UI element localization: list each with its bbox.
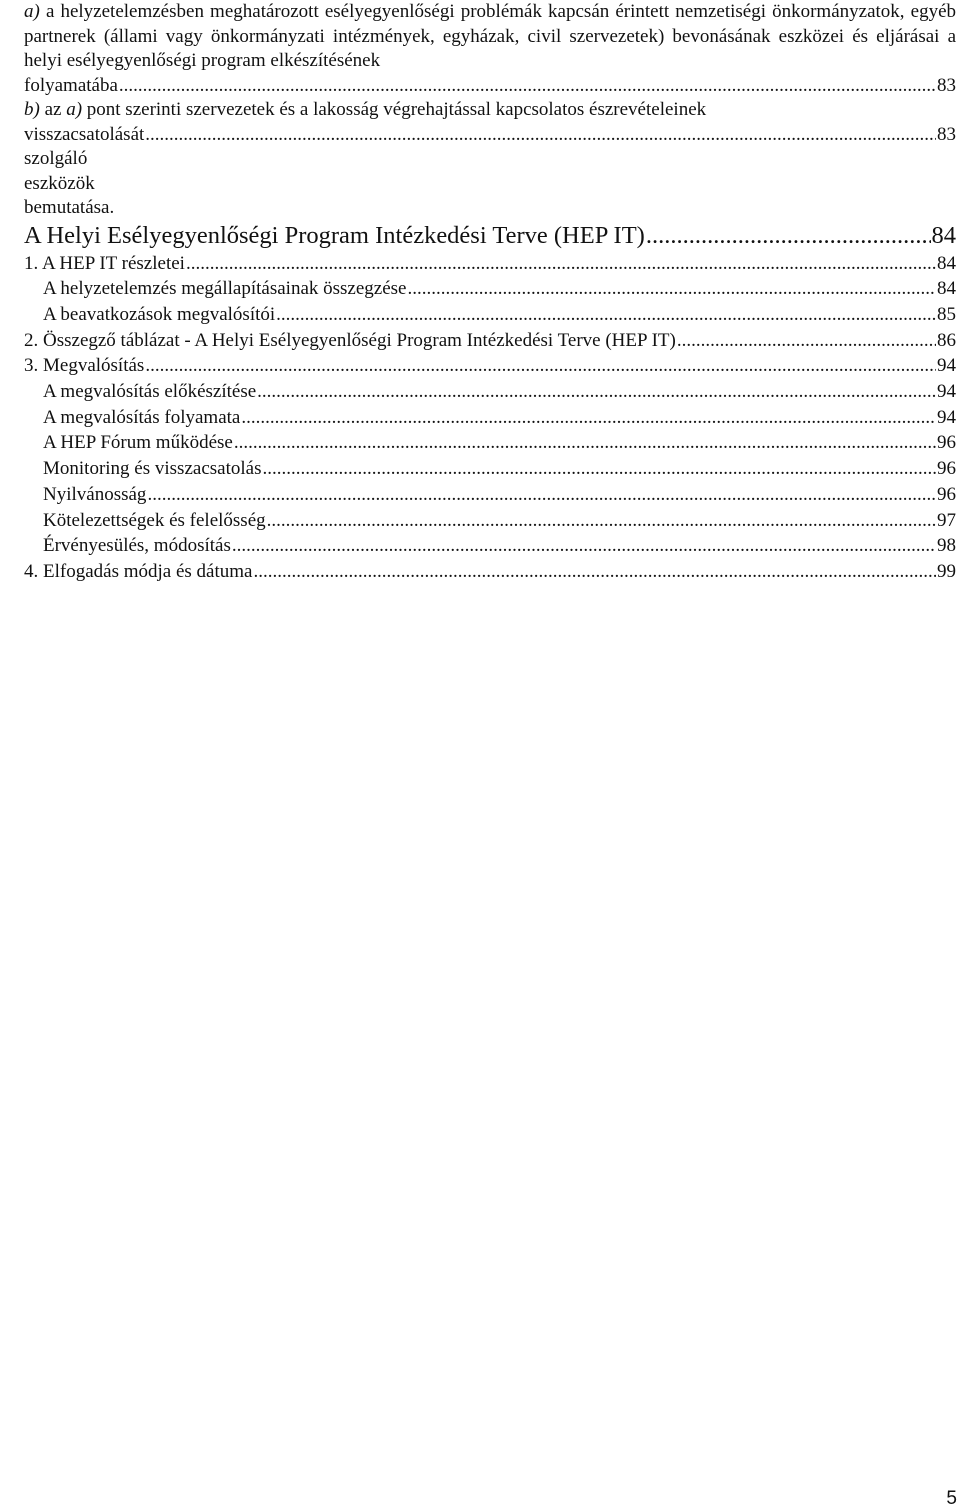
toc-item-a-last-text: folyamatába [24,74,118,96]
toc-page-number: 84 [937,278,956,300]
table-of-contents [24,0,956,585]
dot-leader [145,353,936,379]
toc-entry[interactable] [24,559,956,585]
dot-leader [234,430,936,456]
toc-page-number: 85 [937,303,956,325]
dot-leader [276,302,936,328]
dot-leader [677,328,936,354]
toc-item-b-last-line[interactable] [24,123,956,221]
toc-item-b-pre: az [44,99,62,120]
dot-leader [147,482,936,508]
toc-item-b-text [24,98,956,123]
toc-entry-title: A helyzetelemzés megállapításainak összegzése [43,278,407,300]
toc-item-b-body: pont szerinti szervezetek és a lakosság végrehajtással kapcsolatos észrevételeinek [86,99,707,120]
toc-entry[interactable] [24,405,956,431]
toc-heading[interactable] [24,221,956,251]
toc-entry-title: Monitoring és visszacsatolás [43,458,262,480]
toc-item-a-text [24,0,956,74]
dot-leader [257,379,936,405]
toc-page-number: 99 [937,560,956,582]
dot-leader [241,405,936,431]
dot-leader [253,559,936,585]
toc-entry[interactable] [24,430,956,456]
toc-page-number: 83 [937,74,956,96]
toc-entry[interactable] [24,353,956,379]
toc-item-a-last-line[interactable] [24,74,956,99]
toc-page-number: 84 [931,221,956,249]
toc-page-number: 86 [937,329,956,351]
toc-page-number: 96 [937,458,956,480]
toc-page-number: 94 [937,355,956,377]
toc-entry[interactable] [24,533,956,559]
toc-item-a-body: a helyzetelemzésben meghatározott esélyegyenlőségi problémák kapcsán érintett nemzetiségi önkormányzatok, egyéb partnerek (állami vagy önkormányzati intézmények, egyházak, civil szervezetek) bevonásának eszközei és eljárásai a helyi esélyegyenlőségi program elkészítésének [24,1,957,71]
toc-item-b-label: b) [24,99,40,120]
toc-page-number: 94 [937,406,956,428]
toc-item-b-ref: a) [66,99,83,120]
toc-page-number: 98 [937,535,956,557]
toc-entry[interactable] [24,456,956,482]
toc-heading-title: A Helyi Esélyegyenlőségi Program Intézkedési Terve (HEP IT) [24,221,645,249]
toc-page-number: 94 [937,381,956,403]
dot-leader [646,221,931,251]
toc-entry-title: Érvényesülés, módosítás [43,535,231,557]
toc-page-number: 96 [937,432,956,454]
toc-entry-title: A HEP Fórum működése [43,432,233,454]
toc-item-a-label: a) [24,1,40,22]
toc-page-number: 96 [937,483,956,505]
toc-entries [24,251,956,585]
toc-page-number: 83 [937,123,956,145]
toc-item-a [24,0,956,98]
toc-entry-title: Kötelezettségek és felelősség [43,509,266,531]
toc-entry-title: 4. Elfogadás módja és dátuma [24,560,253,582]
toc-page-number: 97 [937,509,956,531]
toc-entry[interactable] [24,276,956,302]
toc-entry-title: 1. A HEP IT részletei [24,252,185,274]
page-number: 5 [946,1488,957,1509]
toc-entry[interactable] [24,508,956,534]
toc-entry-title: 2. Összegző táblázat - A Helyi Esélyegyenlőségi Program Intézkedési Terve (HEP IT) [24,329,676,351]
toc-item-b [24,98,956,221]
toc-entry[interactable] [24,328,956,354]
dot-leader [407,276,936,302]
toc-entry-title: Nyilvánosság [43,483,147,505]
toc-entry[interactable] [24,302,956,328]
dot-leader [262,456,936,482]
dot-leader [267,508,936,534]
toc-entry-title: A megvalósítás előkészítése [43,381,257,403]
toc-entry[interactable] [24,379,956,405]
toc-entry[interactable] [24,251,956,277]
dot-leader [186,251,936,277]
toc-entry-title: A megvalósítás folyamata [43,406,241,428]
dot-leader [145,123,936,148]
toc-entry-title: A beavatkozások megvalósítói [43,303,276,325]
dot-leader [232,533,936,559]
toc-page-number: 84 [937,252,956,274]
toc-item-b-last-text: visszacsatolását szolgáló eszközök bemutatása. [24,123,145,218]
toc-entry-title: 3. Megvalósítás [24,355,145,377]
toc-entry[interactable] [24,482,956,508]
dot-leader [119,74,936,99]
